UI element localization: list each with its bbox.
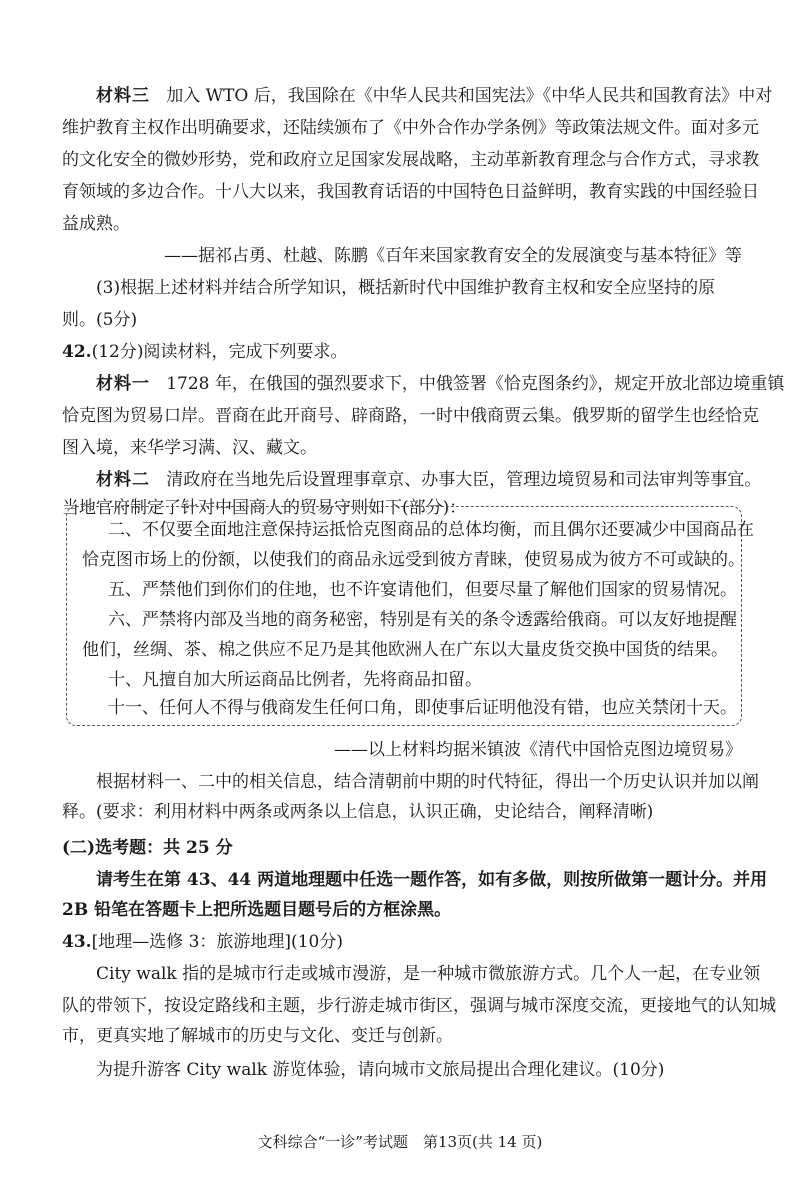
q43-number: 43. (62, 932, 92, 952)
q42-material2-text-1: 清政府在当地先后设置理事章京、办事大臣，管理边境贸易和司法审判等事宜。 (166, 470, 762, 490)
elective-header: (二)选考题：共 25 分 (62, 838, 233, 858)
q42-source: ——以上材料均据米镇波《清代中国恰克图边境贸易》 (334, 740, 742, 760)
material3-source: ——据祁占勇、杜越、陈鹏《百年来国家教育安全的发展演变与基本特征》等 (164, 246, 742, 266)
elective-instruction-line-2: 2B 铅笔在答题卡上把所选题目题号后的方框涂黑。 (62, 900, 452, 920)
material3-line-3: 的文化安全的微妙形势，党和政府立足国家发展战略，主动革新教育理念与合作方式，寻求教 (62, 150, 759, 170)
trade-rule-5: 五、严禁他们到你们的住地，也不许宴请他们，但要尽量了解他们国家的贸易情况。 (108, 580, 737, 600)
q42-question-line-1: 根据材料一、二中的相关信息，结合清朝前中期的时代特征，得出一个历史认识并加以阐 (96, 772, 759, 792)
q42-header (62, 340, 742, 364)
material3-label: 材料三 (96, 86, 150, 106)
q43-body-line-1: City walk 指的是城市行走或城市漫游，是一种城市微旅游方式。几个人一起，在专业领 (96, 964, 761, 984)
q42-material1-line-2: 恰克图为贸易口岸。晋商在此开商号、辟商路，一时中俄商贾云集。俄罗斯的留学生也经恰克 (62, 406, 759, 426)
q42-question-line-2: 释。(要求：利用材料中两条或两条以上信息，认识正确，史论结合，阐释清晰) (62, 802, 654, 822)
q43-body-line-3: 市，更真实地了解城市的历史与文化、变迁与创新。 (62, 1026, 453, 1046)
q43-header-text: [地理—选修 3：旅游地理](10分) (91, 932, 343, 952)
q42-material1-label: 材料一 (96, 374, 150, 394)
material3-line-5: 益成熟。 (62, 214, 130, 234)
q42-material1-text-1: 1728 年，在俄国的强烈要求下，中俄签署《恰克图条约》，规定开放北部边境重镇 (166, 374, 785, 394)
page-footer: 文科综合“一诊”考试题 第13页(共 14 页) (257, 1133, 543, 1151)
q42-material1-line-1 (96, 372, 785, 396)
q42-number: 42. (62, 342, 92, 362)
q42-material2-line-1 (96, 468, 762, 492)
q42-material1-line-3: 图入境，来华学习满、汉、藏文。 (62, 438, 317, 458)
material3-line-4: 育领域的多边合作。十八大以来，我国教育话语的中国特色日益鲜明，教育实践的中国经验日 (62, 182, 759, 202)
q43-header (62, 930, 742, 954)
trade-rule-6-line-1: 六、严禁将内部及当地的商务秘密，特别是有关的条令透露给俄商。可以友好地提醒 (108, 610, 737, 630)
trade-rule-10: 十、凡擅自加大所运商品比例者，先将商品扣留。 (108, 670, 482, 690)
q42-header-text: (12分)阅读材料，完成下列要求。 (91, 342, 348, 362)
q42-material2-line-2: 当地官府制定了针对中国商人的贸易守则如下(部分)： (62, 498, 467, 518)
q42-material2-label: 材料二 (96, 470, 150, 490)
trade-rule-2-line-2: 恰克图市场上的份额，以使我们的商品永远受到彼方青睐，使贸易成为彼方不可或缺的。 (82, 550, 745, 570)
q3-line-2: 则。(5分) (62, 310, 138, 330)
trade-rule-2-line-1: 二、不仅要全面地注意保持运抵恰克图商品的总体均衡，而且偶尔还要减少中国商品在 (108, 520, 754, 540)
q3-line-1: (3)根据上述材料并结合所学知识，概括新时代中国维护教育主权和安全应坚持的原 (96, 278, 716, 298)
trade-rule-11: 十一、任何人不得与俄商发生任何口角，即使事后证明他没有错，也应关禁闭十天。 (108, 698, 737, 718)
material3-line-1 (96, 84, 773, 108)
material3-text-1: 加入 WTO 后，我国除在《中华人民共和国宪法》《中华人民共和国教育法》中对 (166, 86, 773, 106)
material3-line-2: 维护教育主权作出明确要求，还陆续颁布了《中外合作办学条例》等政策法规文件。面对多元 (62, 118, 759, 138)
trade-rule-6-line-2: 他们，丝绸、茶、棉之供应不足乃是其他欧洲人在广东以大量皮货交换中国货的结果。 (82, 640, 728, 660)
q43-question: 为提升游客 City walk 游览体验，请向城市文旅局提出合理化建议。(10分) (96, 1060, 665, 1080)
q43-body-line-2: 队的带领下，按设定路线和主题，步行游走城市街区，强调与城市深度交流，更接地气的认知城 (62, 996, 776, 1016)
elective-instruction-line-1: 请考生在第 43、44 两道地理题中任选一题作答，如有多做，则按所做第一题计分。并用 (96, 870, 768, 890)
